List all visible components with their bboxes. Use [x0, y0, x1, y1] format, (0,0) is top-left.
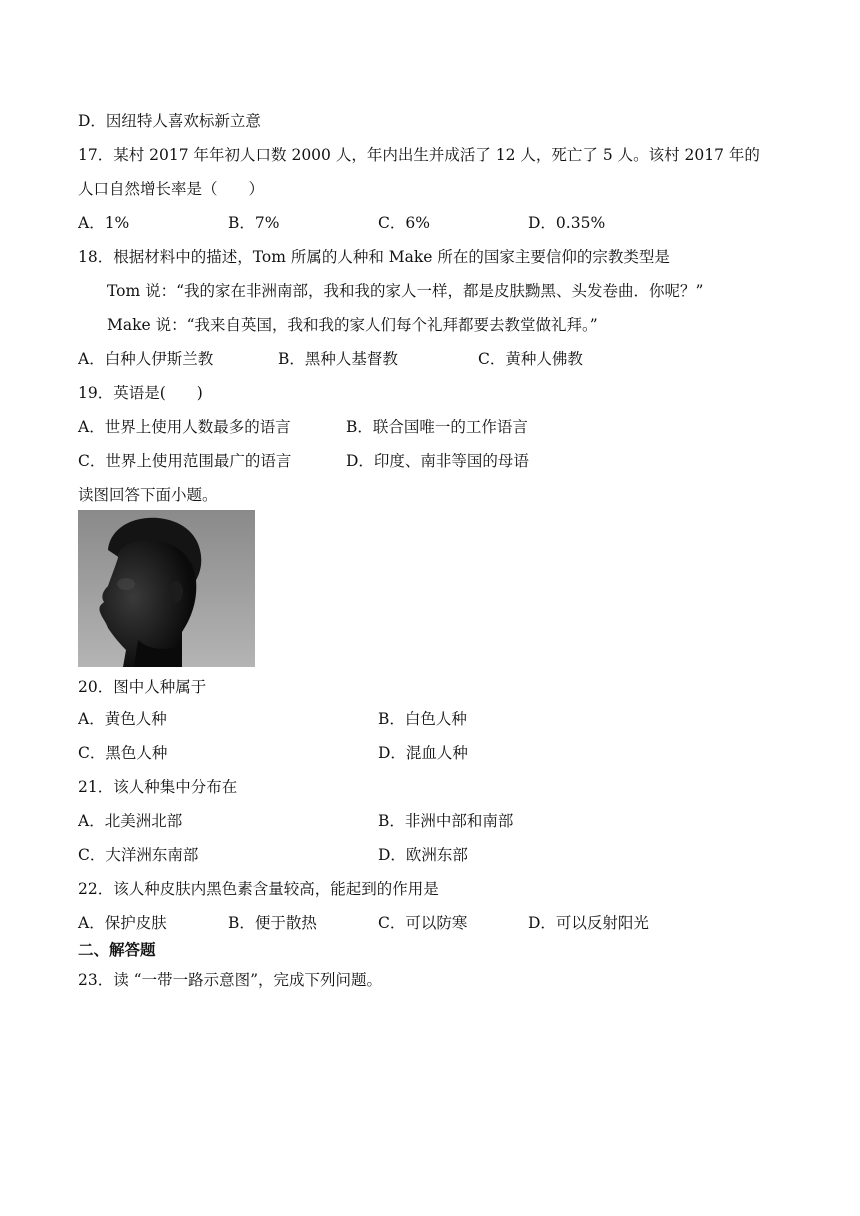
q18-option-c: C．黄种人佛教 — [478, 350, 583, 368]
section-heading: 二、解答题 — [78, 941, 156, 959]
q21-option-d: D．欧洲东部 — [378, 846, 468, 864]
question-18-tom-quote: Tom 说：“我的家在非洲南部，我和我的家人一样，都是皮肤黝黑、头发卷曲．你呢？” — [107, 282, 704, 300]
q22-option-b: B．便于散热 — [228, 914, 317, 932]
q20-option-b: B．白色人种 — [378, 710, 467, 728]
q17-option-b: B．7% — [228, 214, 280, 232]
question-22-text: 22．该人种皮肤内黑色素含量较高，能起到的作用是 — [78, 880, 439, 898]
q17-option-d: D．0.35% — [528, 214, 606, 232]
q21-option-a: A．北美洲北部 — [78, 812, 183, 830]
q21-option-b: B．非洲中部和南部 — [378, 812, 514, 830]
portrait-photo — [78, 510, 255, 667]
q20-option-d: D．混血人种 — [378, 744, 468, 762]
q20-option-c: C．黑色人种 — [78, 744, 168, 762]
option-d-previous: D．因纽特人喜欢标新立意 — [78, 112, 261, 130]
question-20-text: 20．图中人种属于 — [78, 678, 207, 696]
q19-option-d: D．印度、南非等国的母语 — [346, 452, 529, 470]
q19-option-c: C．世界上使用范围最广的语言 — [78, 452, 292, 470]
q18-option-b: B．黑种人基督教 — [278, 350, 398, 368]
question-23-text: 23．读 “一带一路示意图”，完成下列问题。 — [78, 971, 382, 989]
q19-option-b: B．联合国唯一的工作语言 — [346, 418, 528, 436]
q22-option-a: A．保护皮肤 — [78, 914, 167, 932]
q21-option-c: C．大洋洲东南部 — [78, 846, 199, 864]
q17-option-a: A．1% — [78, 214, 130, 232]
q17-option-c: C．6% — [378, 214, 430, 232]
q18-option-a: A．白种人伊斯兰教 — [78, 350, 214, 368]
question-17-text-cont: 人口自然增长率是（ ） — [78, 180, 265, 198]
q20-option-a: A．黄色人种 — [78, 710, 167, 728]
question-18-make-quote: Make 说：“我来自英国，我和我的家人们每个礼拜都要去教堂做礼拜。” — [107, 316, 598, 334]
q22-option-d: D．可以反射阳光 — [528, 914, 649, 932]
question-21-text: 21．该人种集中分布在 — [78, 778, 238, 796]
question-19-text: 19．英语是( ) — [78, 384, 203, 402]
q19-option-a: A．世界上使用人数最多的语言 — [78, 418, 291, 436]
read-figure-instruction: 读图回答下面小题。 — [78, 486, 218, 504]
question-17-text: 17．某村 2017 年年初人口数 2000 人，年内出生并成活了 12 人，死亡了 5 人。该村 2017 年的 — [78, 146, 760, 164]
q22-option-c: C．可以防寒 — [378, 914, 468, 932]
question-18-text: 18．根据材料中的描述，Tom 所属的人种和 Make 所在的国家主要信仰的宗教类型是 — [78, 248, 670, 266]
